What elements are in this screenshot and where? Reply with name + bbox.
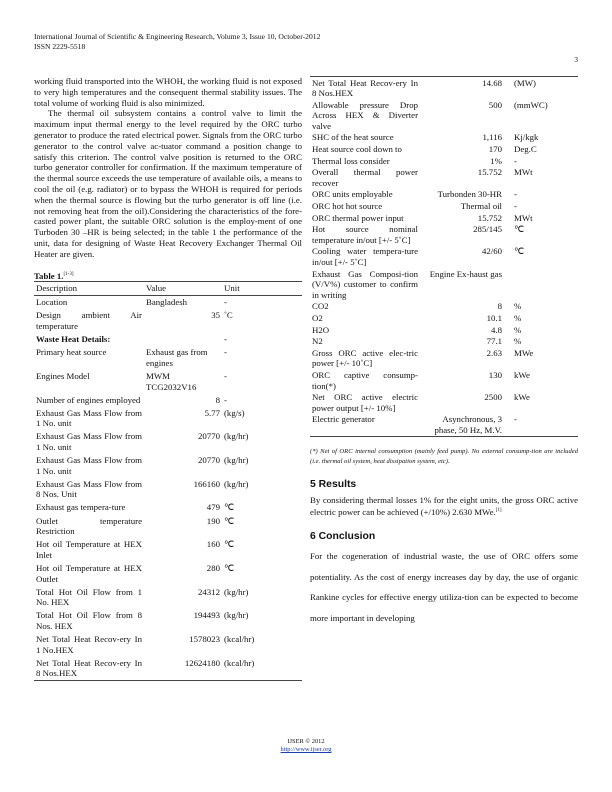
cell-unit: kWe — [514, 369, 530, 380]
cell-unit: (mmWC) — [514, 99, 548, 110]
cell-unit: MWt — [514, 167, 533, 178]
body-paragraph-2: The thermal oil subsystem contains a control valve to limit the maximum input thermal energy to the level required by the ORC turbo generator to produce the rated electrical power. Signals from the ORC turbo generator to the control valve ac-tuator command a position change to satisfy this criterion. The control valve position is returned to the ORC turbo generator controller for confirmation. If the maximum temperature of the thermal source exceeds the use temperature of available oils, a means to cool the oil (e.g. radiator) or to bypass the WHOH is required for periods when the thermal source is flowing but the turbo generator is off line (i.e. not removing heat from the oil).Considering the characteristics of the fore-casted power plant, the suitable ORC solution is the employ-ment of one Turboden 30 –HR is being selected; in the table 1 the performance of the unit, data for designing of Waste Heat Recovery Exchanger Thermal Oil Heater are given. — [34, 108, 302, 259]
cell-unit: % — [514, 301, 522, 312]
cell-value: 130 — [488, 369, 502, 380]
journal-title: International Journal of Scientific & Engineering Research, Volume 3, Issue 10, October-2012 — [34, 32, 321, 41]
cell-value: 2.63 — [486, 347, 502, 358]
cell-description: Net Total Heat Recov-ery In 8 Nos.HEX — [34, 656, 144, 680]
footer-copyright: IJSER © 2012 — [287, 738, 325, 745]
cell-value — [144, 333, 222, 346]
table-row — [34, 333, 302, 346]
cell-unit: ℃ — [224, 539, 234, 550]
cell-value: Turbonden 30-HR — [437, 189, 502, 200]
header-value: Value — [144, 282, 222, 296]
table-row — [34, 656, 302, 680]
cell-unit: ˚C — [224, 310, 233, 321]
cell-unit: - — [224, 394, 227, 405]
cell-value: 479 — [206, 502, 220, 513]
cell-description: Allowable pressure Drop Across HEX & Diverter valve — [312, 99, 418, 131]
footer-url[interactable]: http://www.ijser.org — [280, 746, 332, 753]
cell-value: Asynchronous, 3 phase, 50 Hz, M.V. — [434, 414, 502, 435]
cell-unit: (kg/hr) — [224, 478, 249, 489]
table-row — [34, 538, 302, 562]
table-row — [310, 167, 578, 189]
cell-unit: - — [514, 414, 517, 425]
cell-description: Heat source cool down to — [312, 144, 402, 155]
cell-description: Cooling water tempera-ture in/out [+/- 5˚C] — [312, 246, 418, 267]
table-1-caption — [34, 270, 302, 282]
cell-value: 190 — [206, 515, 220, 526]
cell-unit: % — [514, 324, 522, 335]
cell-unit: ℃ — [514, 246, 524, 257]
cell-value: 1578023 — [189, 633, 220, 644]
cell-description: ORC hot hot source — [312, 201, 383, 212]
table-1-header-row — [34, 282, 302, 296]
cell-unit — [504, 268, 578, 301]
cell-unit: - — [224, 370, 227, 381]
cell-value: 1% — [490, 155, 502, 166]
cell-unit: Deg.C — [514, 144, 537, 155]
cell-description: Net Total Heat Recov-ery In 8 Nos.HEX — [312, 77, 418, 99]
page-header — [34, 32, 320, 51]
cell-description: Hot oil Temperature at HEX Outlet — [36, 562, 142, 584]
cell-unit: (kcal/hr) — [224, 633, 255, 644]
table-row — [34, 454, 302, 478]
cell-value: 12624180 — [144, 656, 222, 680]
results-text: By considering thermal losses 1% for the eight units, the gross ORC active electric power can be achieved (+/10%) 2.630 MWe. — [310, 494, 578, 517]
table-row — [310, 155, 578, 167]
cell-description: H2O — [312, 324, 330, 335]
cell-description: Waste Heat Details: — [36, 334, 111, 345]
table-row — [34, 632, 302, 656]
cell-description: CO2 — [312, 301, 329, 312]
cell-value: Exhaust gas from engines — [146, 347, 208, 368]
cell-unit: (kg/hr) — [224, 610, 249, 621]
table-footnote: (*) Net of ORC internal consumption (mainly feed pump). No external consump-tion are included (i.e. thermal oil system, heat dissipation system, etc). — [310, 448, 578, 465]
cell-unit: - — [514, 201, 517, 212]
cell-description: Gross ORC active elec-tric power [+/- 10˚C] — [312, 347, 418, 369]
cell-value: 15.752 — [477, 212, 502, 223]
table-row — [310, 132, 578, 144]
cell-value: 4.8 — [491, 324, 502, 335]
cell-value: 8 — [497, 301, 502, 312]
table-1-continued — [310, 76, 578, 437]
cell-unit: ℃ — [514, 224, 524, 235]
cell-value: 1,116 — [482, 132, 502, 143]
cell-unit: ℃ — [224, 562, 234, 573]
cell-unit: % — [514, 312, 522, 323]
cell-description: Net ORC active electric power output [+/- 10%] — [312, 392, 418, 413]
table-row — [34, 393, 302, 406]
cell-description: Hot source nominal temperature in/out [+/- 5˚C] — [312, 224, 418, 245]
cell-unit: MWe — [514, 347, 534, 358]
cell-value: 77.1 — [486, 336, 502, 347]
cell-unit: - — [224, 347, 227, 358]
cell-unit: - — [224, 297, 227, 308]
cell-unit: (MW) — [514, 77, 536, 88]
cell-value: 42/60 — [481, 246, 502, 257]
cell-description: Location — [36, 297, 68, 308]
table-1-caption-ref: [1-3] — [63, 271, 74, 277]
table-row — [310, 144, 578, 156]
body-paragraph-1: working fluid transported into the WHOH, the working fluid is not exposed to very high temperatures and the consequent thermal stability issues. The total volume of working fluid is also minimized. — [34, 76, 302, 108]
table-row — [310, 77, 578, 100]
cell-value: 285/145 — [473, 224, 502, 235]
results-ref: [1] — [495, 507, 502, 513]
cell-value: Thermal oil — [460, 201, 502, 212]
left-column — [34, 76, 302, 681]
cell-unit: - — [514, 189, 517, 200]
cell-unit: - — [514, 155, 517, 166]
cell-description: ORC thermal power input — [312, 212, 404, 223]
table-row — [34, 561, 302, 585]
cell-description: Engines Model — [36, 370, 90, 381]
cell-unit: MWt — [514, 212, 533, 223]
page-footer — [0, 738, 612, 754]
cell-description: Overall thermal power recover — [312, 167, 418, 188]
cell-value: 14.68 — [482, 77, 502, 88]
cell-unit: (kg/s) — [224, 407, 245, 418]
cell-description: Outlet temperature Restriction — [36, 515, 142, 537]
cell-unit: % — [514, 336, 522, 347]
cell-unit: Kj/kgk — [514, 132, 539, 143]
cell-description: Number of engines employed — [36, 394, 141, 405]
table-row — [34, 430, 302, 454]
cell-value: 194493 — [193, 610, 220, 621]
cell-value: 20770 — [198, 455, 220, 466]
cell-value: 15.752 — [477, 167, 502, 178]
cell-description: ORC captive consump-tion(*) — [312, 369, 418, 391]
cell-value: MWM TCG2032V16 — [146, 370, 197, 392]
cell-unit: (kg/hr) — [224, 431, 249, 442]
cell-description: Net Total Heat Recov-ery In 1 No.HEX — [36, 633, 142, 655]
table-row — [310, 246, 578, 268]
cell-description: Exhaust Gas Mass Flow from 1 No. unit — [36, 455, 142, 476]
cell-description: Exhaust Gas Mass Flow from 1 No. unit — [36, 407, 142, 429]
table-row — [34, 406, 302, 430]
results-paragraph — [310, 495, 578, 518]
cell-description: Thermal loss consider — [312, 155, 390, 166]
table-row — [310, 201, 578, 213]
cell-value: 280 — [206, 562, 220, 573]
conclusion-heading: 6 Conclusion — [310, 530, 376, 542]
table-row — [34, 346, 302, 370]
table-row — [34, 514, 302, 538]
cell-description: Exhaust gas tempera-ture — [36, 502, 126, 513]
cell-description: Total Hot Oil Flow from 8 Nos. HEX — [36, 610, 142, 631]
cell-value: 2500 — [484, 392, 502, 403]
cell-value: 170 — [488, 144, 502, 155]
table-row — [310, 224, 578, 246]
cell-description: N2 — [312, 336, 323, 347]
cell-value: 5.77 — [204, 407, 220, 418]
page-number: 3 — [574, 55, 578, 64]
table-row — [34, 369, 302, 393]
table-1 — [34, 281, 302, 681]
header-unit: Unit — [222, 282, 302, 296]
table-row — [34, 295, 302, 309]
table-row — [310, 392, 578, 414]
table-row — [310, 301, 578, 313]
cell-unit: ℃ — [224, 502, 234, 513]
cell-value: Bangladesh — [146, 297, 188, 308]
cell-value: 8 — [215, 394, 220, 405]
table-row — [34, 501, 302, 514]
table-row — [310, 347, 578, 369]
cell-description: O2 — [312, 312, 323, 323]
table-row — [310, 99, 578, 132]
cell-value: 166160 — [193, 478, 220, 489]
cell-unit: kWe — [514, 392, 530, 403]
table-row — [310, 324, 578, 336]
table-row — [310, 414, 578, 437]
cell-value: 20770 — [198, 431, 220, 442]
cell-description: Design ambient Air temperature — [36, 310, 142, 332]
cell-description: Hot oil Temperature at HEX Inlet — [36, 539, 142, 560]
cell-value: 160 — [206, 539, 220, 550]
cell-unit: (kg/hr) — [224, 586, 249, 597]
cell-description: Primary heat source — [36, 347, 107, 358]
table-row — [34, 477, 302, 501]
issn: ISSN 2229-5518 — [34, 41, 86, 51]
table-row — [34, 585, 302, 609]
table-1-continued-body — [310, 77, 578, 437]
cell-description: Total Hot Oil Flow from 1 No. HEX — [36, 586, 142, 608]
cell-description: Exhaust Gas Composi-tion (V/V%) customer to confirm in writing — [312, 268, 418, 300]
cell-value: 10.1 — [486, 312, 502, 323]
cell-description: SHC of the heat source — [312, 132, 394, 143]
table-1-caption-text: Table 1. — [34, 270, 64, 281]
right-column — [310, 76, 578, 629]
cell-description: Exhaust Gas Mass Flow from 8 Nos. Unit — [36, 478, 142, 500]
table-row — [310, 369, 578, 391]
cell-unit: ℃ — [224, 515, 234, 526]
cell-value: 500 — [488, 99, 502, 110]
table-1-body — [34, 295, 302, 680]
cell-value: 35 — [211, 310, 220, 321]
results-heading: 5 Results — [310, 479, 357, 491]
cell-description: Electric generator — [312, 414, 375, 425]
conclusion-paragraph: For the cogeneration of industrial waste, the use of ORC offers some potentiality. As the cost of energy increases day by day, the use of organic Rankine cycles for effective energy utiliza-tion can be expected to become more important in developing — [310, 551, 578, 624]
table-row — [34, 309, 302, 333]
cell-unit: (kcal/hr) — [222, 656, 302, 680]
table-row — [34, 609, 302, 633]
cell-unit: - — [224, 334, 227, 345]
table-row — [310, 268, 578, 301]
cell-description: Exhaust Gas Mass Flow from 1 No. unit — [36, 431, 142, 452]
cell-value: Engine Ex-haust gas — [429, 268, 502, 279]
cell-description: ORC units employable — [312, 189, 393, 200]
table-row — [310, 312, 578, 324]
table-row — [310, 212, 578, 224]
table-row — [310, 336, 578, 348]
table-row — [310, 189, 578, 201]
cell-unit: (kg/hr) — [224, 455, 249, 466]
cell-value: 24312 — [198, 586, 220, 597]
header-description: Description — [34, 282, 144, 296]
